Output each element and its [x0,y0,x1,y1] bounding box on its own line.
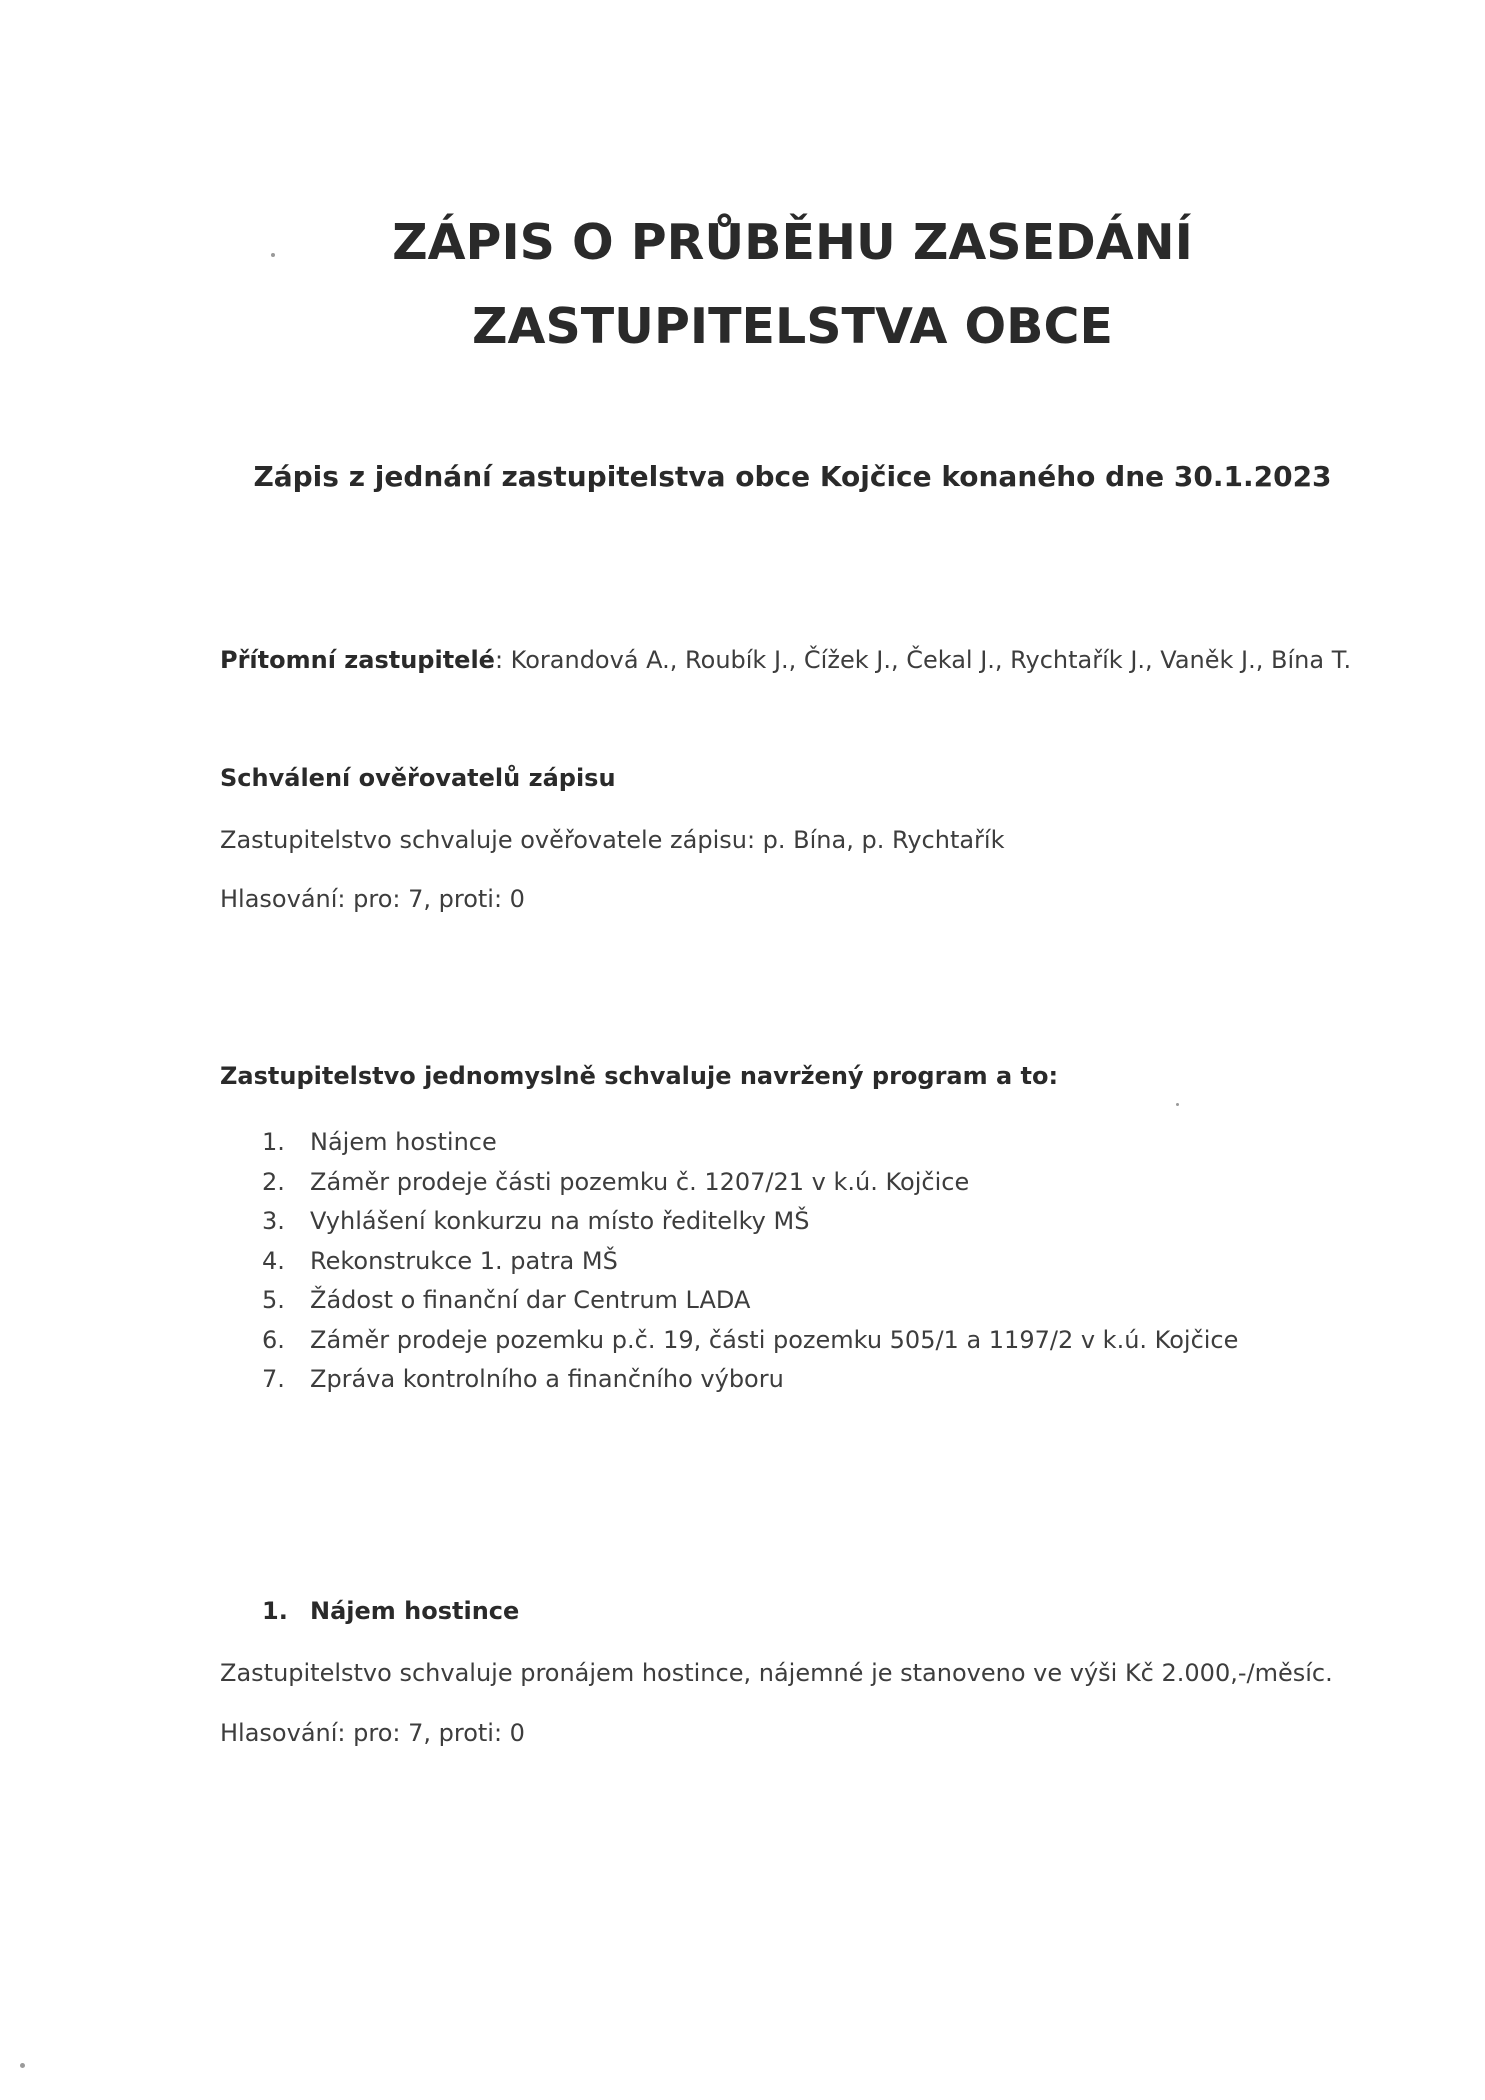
program-item: 7. Zpráva kontrolního a finančního výboru [262,1365,784,1393]
verifiers-heading: Schválení ověřovatelů zápisu [220,764,616,792]
verifiers-vote: Hlasování: pro: 7, proti: 0 [220,885,525,913]
scan-speck [1176,1103,1179,1106]
program-item: 3. Vyhlášení konkurzu na místo ředitelky MŠ [262,1207,810,1235]
scan-speck [20,2063,25,2068]
section-1-title: 1. Nájem hostince [262,1597,520,1625]
verifiers-text: Zastupitelstvo schvaluje ověřovatele zápisu: p. Bína, p. Rychtařík [220,826,1005,854]
present-members-label: Přítomní zastupitelé [220,646,495,674]
program-item: 1. Nájem hostince [262,1128,497,1156]
program-list [262,1123,1238,1400]
section-1-vote: Hlasování: pro: 7, proti: 0 [220,1719,525,1747]
present-members-names: : Korandová A., Roubík J., Čížek J., Čekal J., Rychtařík J., Vaněk J., Bína T. [494,646,1352,674]
scan-speck [271,253,275,257]
present-members [220,646,1351,674]
program-item: 5. Žádost o finanční dar Centrum LADA [262,1286,751,1314]
program-heading: Zastupitelstvo jednomyslně schvaluje navržený program a to: [220,1062,1059,1090]
program-item: 6. Záměr prodeje pozemku p.č. 19, části pozemku 505/1 a 1197/2 v k.ú. Kojčice [262,1325,1239,1354]
document-subtitle: Zápis z jednání zastupitelstva obce Kojčice konaného dne 30.1.2023 [253,460,1332,493]
section-1-text: Zastupitelstvo schvaluje pronájem hostince, nájemné je stanoveno ve výši Kč 2.000,-/měsíc. [220,1659,1333,1687]
document-title-line-2: ZASTUPITELSTVA OBCE [472,298,1113,355]
program-item: 2. Záměr prodeje části pozemku č. 1207/21 v k.ú. Kojčice [262,1167,970,1196]
program-item: 4. Rekonstrukce 1. patra MŠ [262,1246,618,1275]
document-title-line-1: ZÁPIS O PRŮBĚHU ZASEDÁNÍ [392,214,1193,271]
